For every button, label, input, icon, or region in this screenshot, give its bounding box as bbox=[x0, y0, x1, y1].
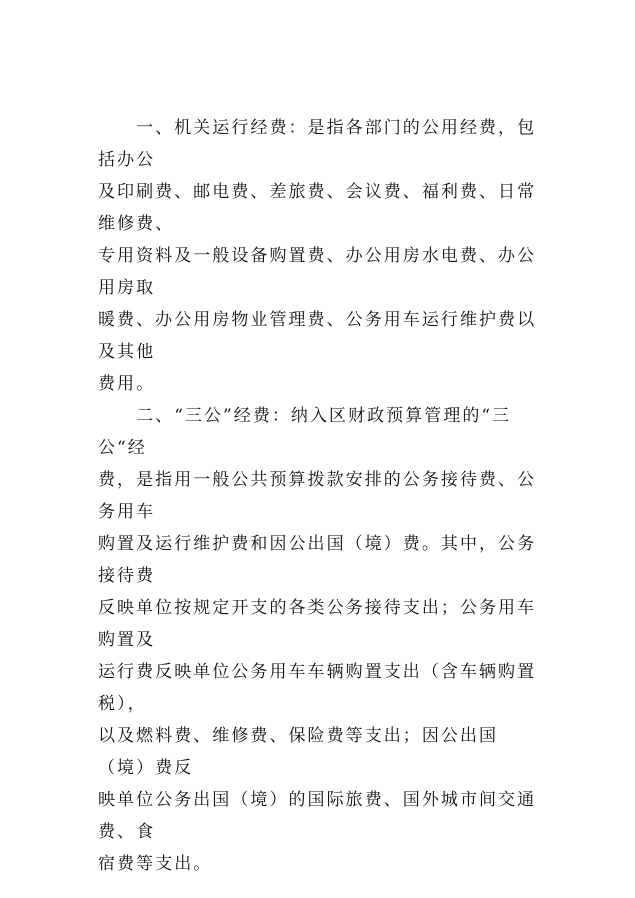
document-body bbox=[98, 112, 538, 880]
paragraph-three-public-expenses: 二、“三公”经费：纳入区财政预算管理的“三公“经 费，是指用一般公共预算拨款安排的公务接待费、公务用车 购置及运行维护费和因公出国（境）费。其中，公务接待费 反映单位按规定开支的各类公务接待支出；公务用车购置及 运行费反映单位公务用车车辆购置支出（含车辆购置税）， 以及燃料费、维修费、保险费等支出；因公出国（境）费反 映单位公务出国（境）的国际旅费、国外城市间交通费、食 宿费等支出。 bbox=[98, 406, 537, 874]
paragraph-operating-expenses: 一、机关运行经费：是指各部门的公用经费，包括办公 及印刷费、邮电费、差旅费、会议费、福利费、日常维修费、 专用资料及一般设备购置费、办公用房水电费、办公用房取 暖费、办公用房物业管理费、公务用车运行维护费以及其他 费用。 bbox=[98, 118, 537, 394]
